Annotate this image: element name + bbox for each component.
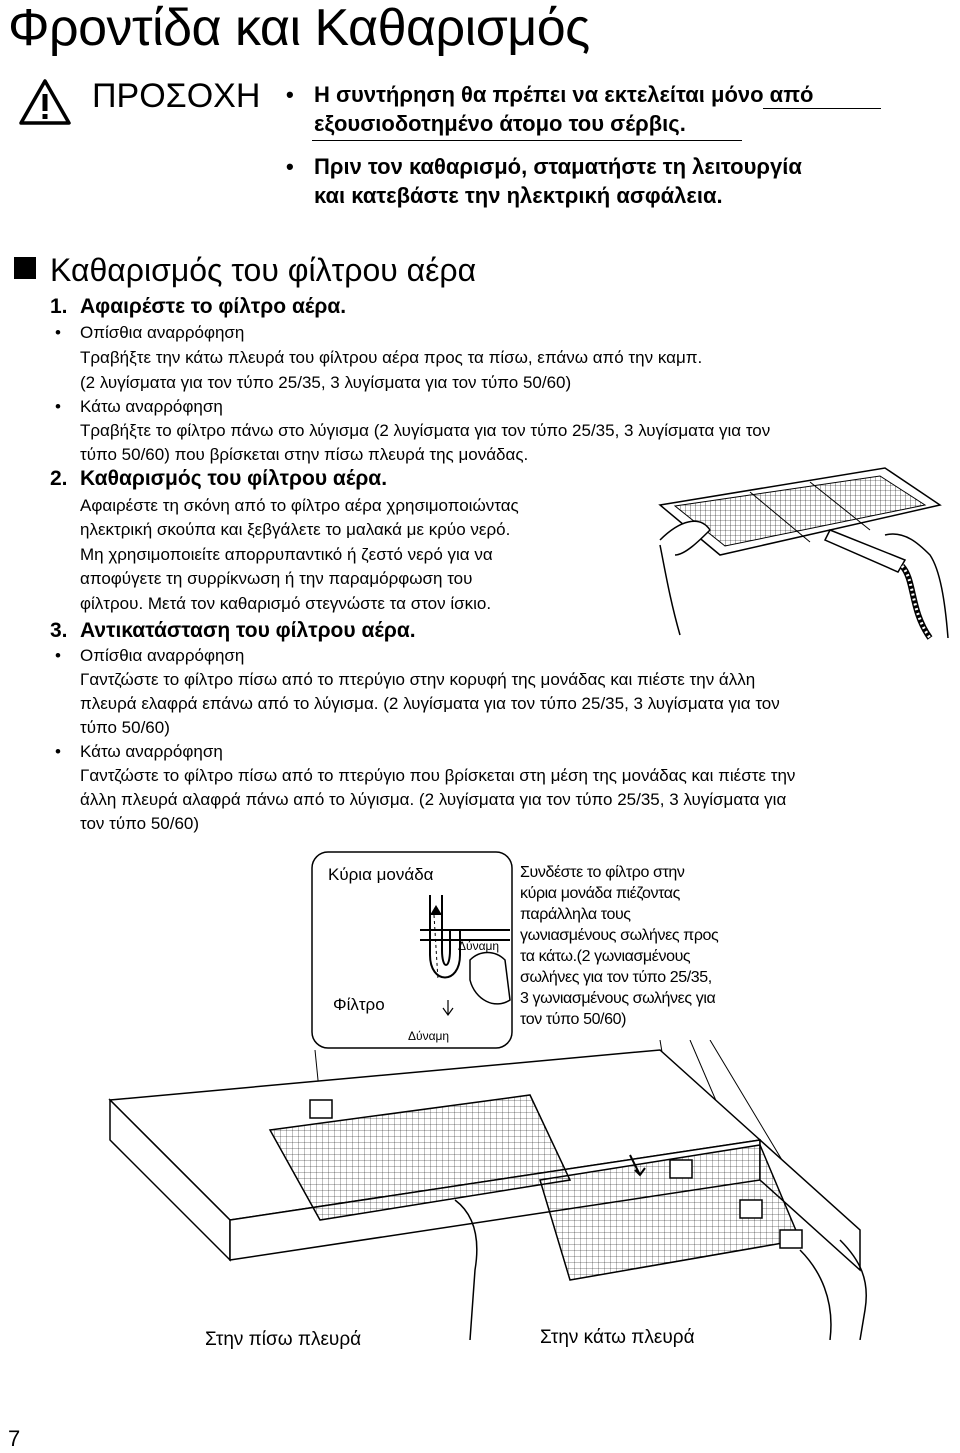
text-line: αποφύγετε τη συρρίκνωση ή την παραμόρφωση του xyxy=(80,569,473,588)
text-line: ηλεκτρική σκούπα και ξεβγάλετε το μαλακά με κρύο νερό. xyxy=(80,520,511,539)
text-line: άλλη πλευρά αλαφρά πάνω από το λύγισμα. (2 λυγίσματα για τον τύπο 25/35, 3 λυγίσματα για xyxy=(80,790,787,809)
text-line: φίλτρου. Μετά τον καθαρισμό στεγνώστε τα στον ίσκιο. xyxy=(80,594,492,613)
note-line: 3 γωνιασμένους σωλήνες για xyxy=(520,990,716,1007)
label-rear-side: Στην πίσω πλευρά xyxy=(205,1329,362,1350)
label-filter: Φίλτρο xyxy=(333,995,385,1014)
divider xyxy=(312,140,742,141)
label-bottom-side: Στην κάτω πλευρά xyxy=(540,1327,695,1348)
bullet-title: Κάτω αναρρόφηση xyxy=(80,742,223,761)
step-title-text: Καθαρισμός του φίλτρου αέρα. xyxy=(80,467,388,490)
warning-icon xyxy=(18,78,72,126)
text-line: (2 λυγίσματα για τον τύπο 25/35, 3 λυγίσματα για τον τύπο 50/60) xyxy=(80,373,572,392)
caution-label: ΠΡΟΣΟΧΗ xyxy=(92,77,261,115)
bullet-title: Οπίσθια αναρρόφηση xyxy=(80,323,245,342)
text-line: πλευρά ελαφρά επάνω από το λύγισμα. (2 λυγίσματα για τον τύπο 25/35, 3 λυγίσματα για τον xyxy=(80,694,780,713)
divider xyxy=(763,108,881,109)
text-line: Γαντζώστε το φίλτρο πίσω από το πτερύγιο που βρίσκεται στη μέση της μονάδας και πιέστε την xyxy=(80,766,796,785)
step-number: 2. xyxy=(50,467,68,490)
step-title-text: Αντικατάσταση του φίλτρου αέρα. xyxy=(80,619,416,642)
caution-line: Πριν τον καθαρισμό, σταματήστε τη λειτουργία xyxy=(314,154,802,179)
note-line: γωνιασμένους σωλήνες προς xyxy=(520,927,719,944)
bullet-dot: • xyxy=(55,323,61,342)
bullet-dot: • xyxy=(55,646,61,665)
caution-line: εξουσιοδοτημένο άτομο του σέρβις. xyxy=(314,111,686,136)
text-line: τύπο 50/60) xyxy=(80,718,170,737)
caution-line: Η συντήρηση θα πρέπει να εκτελείται μόνο από xyxy=(314,82,814,107)
text-line: τύπο 50/60) που βρίσκεται στην πίσω πλευρά της μονάδας. xyxy=(80,445,529,464)
note-line: κύρια μονάδα πιέζοντας xyxy=(520,885,680,902)
caution-line: και κατεβάστε την ηλεκτρική ασφάλεια. xyxy=(314,183,723,208)
bullet-dot: • xyxy=(55,397,61,416)
note-line: παράλληλα τους xyxy=(520,906,631,923)
step-number: 1. xyxy=(50,295,68,318)
step-title-text: Αφαιρέστε το φίλτρο αέρα. xyxy=(80,295,347,318)
text-line: Αφαιρέστε τη σκόνη από το φίλτρο αέρα χρησιμοποιώντας xyxy=(80,496,519,515)
note-line: τα κάτω.(2 γωνιασμένους xyxy=(520,948,691,965)
square-bullet-icon xyxy=(14,257,36,279)
section-heading-text: Καθαρισμός του φίλτρου αέρα xyxy=(50,252,477,288)
filter-vacuum-illustration xyxy=(640,460,950,640)
text-line: Μη χρησιμοποιείτε απορρυπαντικό ή ζεστό νερό για να xyxy=(80,545,493,564)
step-number: 3. xyxy=(50,619,68,642)
text-line: Τραβήξτε την κάτω πλευρά του φίλτρου αέρα προς τα πίσω, επάνω από την καμπ. xyxy=(80,348,703,367)
page-title: Φροντίδα και Καθαρισμός xyxy=(8,0,590,57)
page-number: 7 xyxy=(8,1426,21,1451)
label-main-unit: Κύρια μονάδα xyxy=(328,865,434,884)
note-line: Συνδέστε το φίλτρο στην xyxy=(520,864,685,881)
bullet-title: Κάτω αναρρόφηση xyxy=(80,397,223,416)
text-line: τον τύπο 50/60) xyxy=(80,814,200,833)
note-line: σωλήνες για τον τύπο 25/35, xyxy=(520,969,712,986)
label-force-bottom: Δύναμη xyxy=(408,1029,450,1043)
text-line: Γαντζώστε το φίλτρο πίσω από το πτερύγιο στην κορυφή της μονάδας και πιέστε την άλλη xyxy=(80,670,756,689)
note-line: τον τύπο 50/60) xyxy=(520,1011,627,1028)
step-2-title xyxy=(50,466,387,492)
text-line: Τραβήξτε το φίλτρο πάνω στο λύγισμα (2 λυγίσματα για τον τύπο 25/35, 3 λυγίσματα για τον xyxy=(80,421,771,440)
step-1-title xyxy=(50,294,346,320)
section-heading xyxy=(14,248,476,292)
label-force-top: Δύναμη xyxy=(458,939,500,953)
bullet-title: Οπίσθια αναρρόφηση xyxy=(80,646,245,665)
unit-illustration xyxy=(100,1040,880,1340)
bullet-dot: • xyxy=(55,742,61,761)
step-3-title xyxy=(50,618,416,644)
note-text xyxy=(520,862,718,1030)
